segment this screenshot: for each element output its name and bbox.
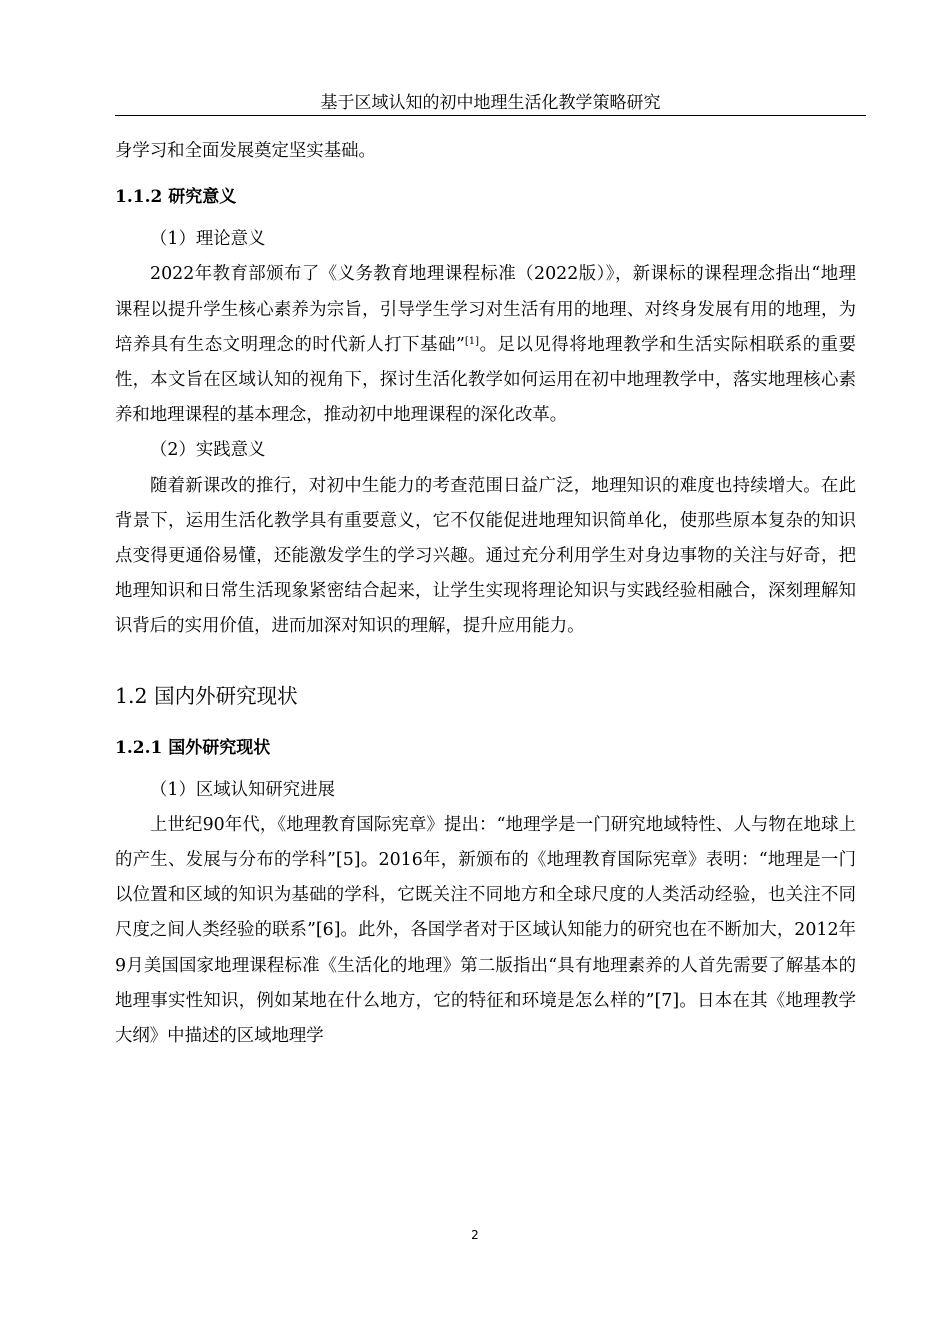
- subheading-region: （1）区域认知研究进展: [150, 779, 335, 800]
- running-header-title: 基于区域认知的初中地理生活化教学策略研究: [320, 93, 661, 113]
- subheading-practice: （2）实践意义: [150, 440, 266, 461]
- subheading-theory: （1）理论意义: [150, 229, 266, 250]
- body-content: [115, 134, 856, 1054]
- heading-1-2-1: 1.2.1 国外研究现状: [115, 737, 271, 758]
- paragraph-theory: [115, 257, 856, 433]
- heading-1-1-2: 1.1.2 研究意义: [115, 187, 237, 208]
- paragraph-theory-continued: 。足以见得将地理教学和生活实际相联系的重要性，本文旨在区域认知的视角下，探讨生活化教学如何运用在初中地理教学中，落实地理核心素养和地理课程的基本理念，推动初中地理课程的深化改革。: [115, 334, 856, 426]
- header-rule: [115, 115, 866, 116]
- paragraph-theory-text: 2022年教育部颁布了《义务教育地理课程标准（2022版）》，新课标的课程理念指出“地理课程以提升学生核心素养为宗旨，引导学生学习对生活有用的地理、对终身发展有用的地理，为培养具有生态文明理念的时代新人打下基础”: [115, 264, 856, 355]
- citation-1: [1]: [464, 335, 480, 347]
- paragraph-continued: 身学习和全面发展奠定坚实基础。: [115, 141, 376, 161]
- page-number: 2: [471, 1228, 479, 1242]
- paragraph-practice: 随着新课改的推行，对初中生能力的考查范围日益广泛，地理知识的难度也持续增大。在此背景下，运用生活化教学具有重要意义，它不仅能促进地理知识简单化，使那些原本复杂的知识点变得更通俗易懂，还能激发学生的学习兴趣。通过充分利用学生对身边事物的关注与好奇，把地理知识和日常生活现象紧密结合起来，让学生实现将理论知识与实践经验相融合，深刻理解知识背后的实用价值，进而加深对知识的理解，提升应用能力。: [115, 475, 856, 637]
- heading-1-2: 1.2 国内外研究现状: [115, 683, 298, 708]
- paragraph-region: 上世纪90年代，《地理教育国际宪章》提出：“地理学是一门研究地域特性、人与物在地球上的产生、发展与分布的学科”[5]。2016年，新颁布的《地理教育国际宪章》表明：“地理是一门以位置和区域的知识为基础的学科，它既关注不同地方和全球尺度的人类活动经验，也关注不同尺度之间人类经验的联系”[6]。此外，各国学者对于区域认知能力的研究也在不断加大，2012年9月美国国家地理课程标准《生活化的地理》第二版指出“具有地理素养的人首先需要了解基本的地理事实性知识，例如某地在什么地方，它的特征和环境是怎么样的”[7]。日本在其《地理教学大纲》中描述的区域地理学: [115, 814, 856, 1047]
